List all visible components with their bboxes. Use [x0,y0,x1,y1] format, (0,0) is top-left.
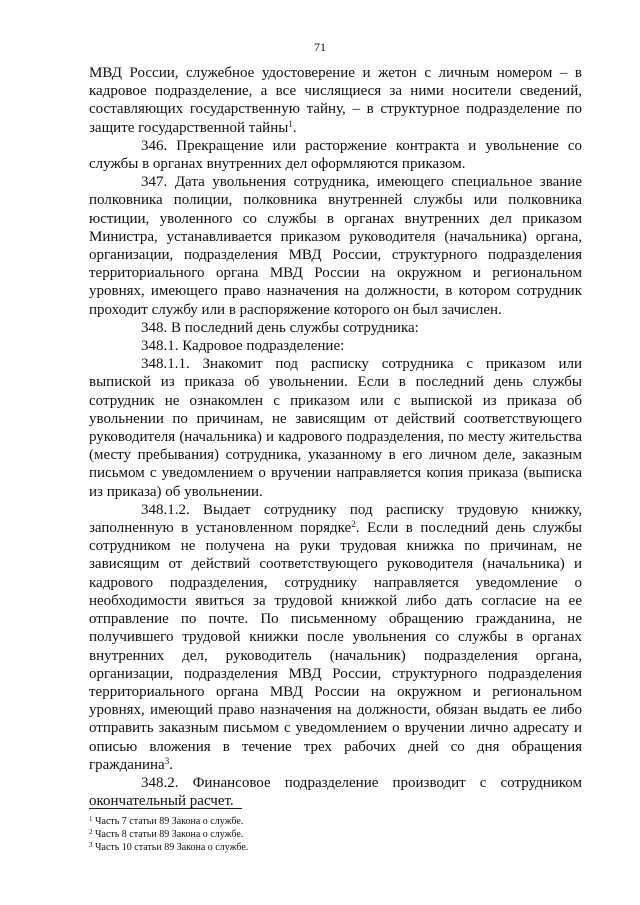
paragraph-347: 347. Дата увольнения сотрудника, имеющего специальное звание полковника полиции, полковника внутренней службы или полковника юстиции, уволенного со службы в органах внутренних дел приказом Министра, устанавливается приказом руководителя (начальника) органа, организации, подразделения МВД России, структурного подразделения территориального органа МВД России на окружном и региональном уровнях, имеющего право назначения на должности, в котором сотрудник проходит службу или в распоряжение которого он был зачислен. [89,174,582,318]
footnote-3: $^3$ Часть 10 статьи 89 Закона о службе. [89,841,249,853]
footnote-ref-1[interactable]: 1 [288,118,293,129]
footnote-2: $^2$ Часть 8 статьи 89 Закона о службе. [89,828,244,840]
paragraph-continuation: МВД России, служебное удостоверение и жетон с личным номером – в кадровое подразделение, а все числящиеся за ними носители сведений, составляющих государственную тайну, – в структурное подразделение по защите государственной тайны$^1$. [89,65,582,136]
footnote-1: $^1$ Часть 7 статьи 89 Закона о службе. [89,815,244,827]
footnote-ref-3[interactable]: 3 [164,755,170,766]
paragraph-348: 348. В последний день службы сотрудника: [141,319,419,336]
footnote-separator [89,808,242,809]
paragraph-348-2: 348.2. Финансовое подразделение производит с сотрудником окончательный расчет. [89,774,582,810]
footnote-ref-2[interactable]: 2 [351,519,356,530]
paragraph-348-1-1: 348.1.1. Знакомит под расписку сотрудника с приказом или выпиской из приказа об увольнении. Если в последний день службы сотрудник не ознакомлен с приказом или с выпиской из приказа об увольнении по причинам, не зависящим от действий соответствующего руководителя (начальника) и кадрового подразделения, по месту жительства (месту пребывания) сотрудника, указанному в его личном деле, заказным письмом с уведомлением о вручении направляется копия приказа (выписка из приказа) об увольнении. [89,356,582,500]
paragraph-348-1: 348.1. Кадровое подразделение: [141,338,345,355]
body-text [89,64,582,810]
paragraph-348-1-2: 348.1.2. Выдает сотруднику под расписку трудовую книжку, заполненную в установленном порядке$^2$. Если в последний день службы сотрудником не получена на руки трудовая книжка по причинам, не зависящим от действий соответствующего руководителя (начальника) и кадрового подразделения, сотруднику направляется уведомление о необходимости явиться за трудовой книжкой либо дать согласие на ее отправление по почте. По письменному обращению гражданина, не получившего трудовой книжки после увольнения со службы в органах внутренних дел, руководитель (начальник) подразделения органа, организации, подразделения МВД России, структурного подразделения территориального органа МВД России на окружном и региональном уровнях, имеющий право назначения на должности, обязан выдать ее либо отправить заказным письмом с уведомлением о вручении лично адресату и описью вложения в течение трех рабочих дней со дня обращения гражданина$^3$. [89,501,582,773]
paragraph-346: 346. Прекращение или расторжение контракта и увольнение со службы в органах внутренних дел оформляются приказом. [89,137,582,173]
footnotes [89,815,582,854]
page-number: 71 [314,40,326,54]
